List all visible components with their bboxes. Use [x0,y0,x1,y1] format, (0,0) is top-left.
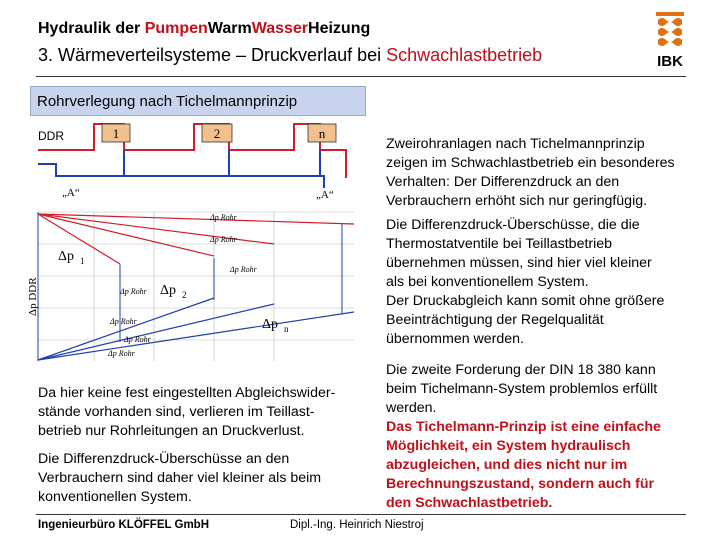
logo-text: IBK [657,53,683,70]
dp2-index: 2 [182,290,187,300]
text-line: Verhalten: Der Differenzdruck an den [386,174,620,190]
point-a-right: „A“ [316,189,334,201]
paragraph-pipe-losses [38,384,383,441]
supply-pressure-lines [38,214,354,264]
rohr-label-2: Δp Rohr [210,235,237,244]
section-label: Rohrverlegung nach Tichelmannprinzip [37,93,298,110]
ddr-label: DDR [38,129,64,143]
supply-pipe [38,124,346,178]
subtitle-red: Schwachlastbetrieb [386,45,543,65]
text-line-highlight: Das Tichelmann-Prinzip ist eine einfache [386,419,661,435]
rohr-label-5: Δp Rohr [110,317,137,326]
title-part-3: Warm [207,20,252,37]
consumer-n-label: n [318,126,326,141]
footer-company: Ingenieurbüro KLÖFFEL GmbH [38,519,210,531]
consumer-1-label: 1 [112,126,120,141]
rohr-label-7: Δp Rohr [108,349,135,358]
rohr-label-6: Δp Rohr [124,335,151,344]
ibk-logo [650,8,690,70]
rohr-label-4: Δp Rohr [120,287,147,296]
footer-rule [36,514,686,515]
text-line: stände vorhanden sind, verlieren im Teillast- [38,404,315,420]
text-line: Verbrauchern erhöht sich nur geringfügig. [386,193,648,209]
section-header [30,86,366,116]
dp1-delta: Δp [58,249,75,264]
paragraph-pressure-surplus [386,216,716,349]
text-line: Zweirohranlagen nach Tichelmannprinzip [386,136,645,152]
text-line-highlight: Möglichkeit, ein System hydraulisch [386,438,631,454]
tichelmann-diagram [24,116,376,366]
dpn-delta: Δp [262,317,279,332]
text-line: übernommen werden. [386,331,525,347]
dpn-index: n [284,324,289,334]
rohr-labels [107,213,258,358]
text-line: Die Differenzdruck-Überschüsse, die die [386,217,640,233]
dp-arrows [38,212,342,361]
text-line: betrieb nur Rohrleitungen an Druckverlust. [38,423,305,439]
title-part-5: Heizung [308,20,371,37]
text-line: werden. [386,400,437,416]
title-part-4: Wasser [251,20,309,37]
text-line: Verbrauchern sind daher viel kleiner als beim [38,470,322,486]
page-title [38,20,370,38]
text-line: Der Druckabgleich kann somit ohne größere [386,293,665,309]
dp1-index: 1 [80,256,85,266]
paragraph-consumer-surplus [38,450,383,507]
text-line: übernehmen müssen, sind hier viel kleiner [386,255,652,271]
text-line: Beeinträchtigung der Regelqualität [386,312,604,328]
text-line: beim Tichelmann-System problemlos erfüllt [386,381,658,397]
paragraph-tichelmann-behavior [386,135,716,211]
text-line-highlight: Berechnungszustand, sondern auch für [386,476,655,492]
return-pressure-lines [38,298,354,360]
footer-author: Dipl.-Ing. Heinrich Niestroj [290,519,424,531]
text-line: Die zweite Forderung der DIN 18 380 kann [386,362,656,378]
title-part-2: Pumpen [144,20,208,37]
text-line: als bei konventionellem System. [386,274,589,290]
dp2-delta: Δp [160,283,177,298]
paragraph-din-requirement [386,361,716,513]
point-a-left: „A“ [62,187,80,199]
dp-ddr-axis-label: Δp DDR [27,277,39,316]
text-line: konventionellen System. [38,489,192,505]
text-line: Die Differenzdruck-Überschüsse an den [38,451,290,467]
rohr-label-1: Δp Rohr [210,213,237,222]
header-rule [36,76,686,77]
consumer-2-label: 2 [213,126,221,141]
flame-icon [656,12,684,46]
text-line-highlight: den Schwachlastbetrieb. [386,495,553,511]
text-line: Da hier keine fest eingestellten Abgleichswider- [38,385,336,401]
page-subtitle [38,45,542,66]
subtitle-black: 3. Wärmeverteilsysteme – Druckverlauf bei [38,45,387,65]
text-line: Thermostatventile bei Teillastbetrieb [386,236,613,252]
text-line: zeigen im Schwachlastbetrieb ein besonderes [386,155,675,171]
rohr-label-3: Δp Rohr [230,265,257,274]
title-part-1: Hydraulik der [38,20,145,37]
text-line-highlight: abzugleichen, und dies nicht nur im [386,457,628,473]
return-pipe [38,150,324,188]
